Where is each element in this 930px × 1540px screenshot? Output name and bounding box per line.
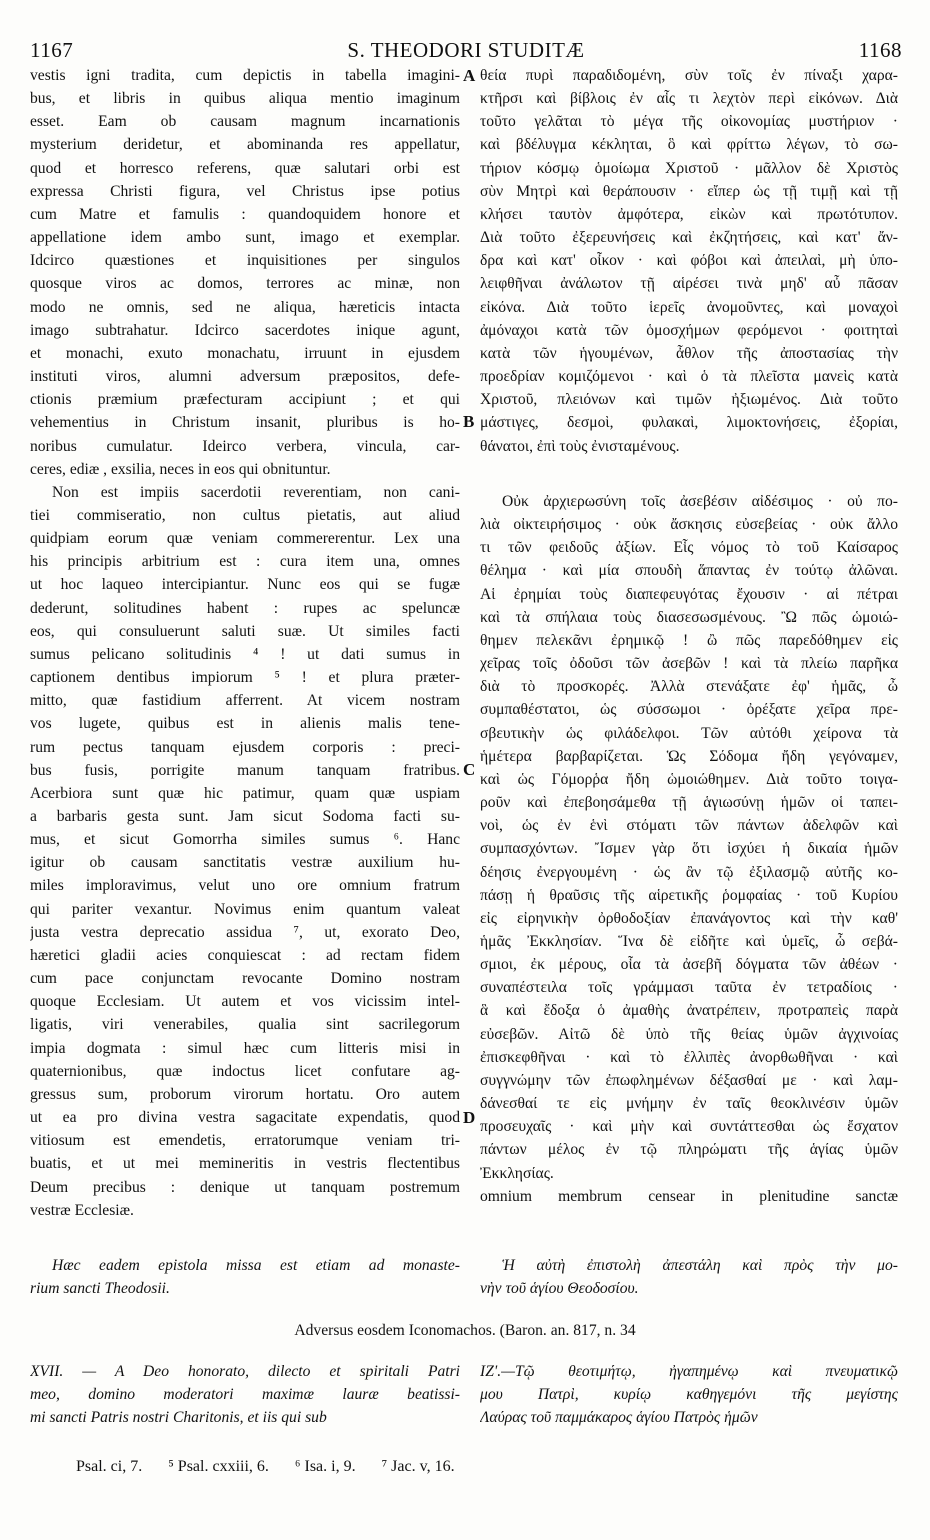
- text-line: συμπαθέστατοι, ὡς σύσσωμοι · ὀρέξατε χεῖρα πρε-: [480, 701, 898, 719]
- text-line: ΙΖ'.—Τῷ θεοτιμήτῳ, ἠγαπημένῳ καὶ πνευματικῷ: [480, 1363, 898, 1380]
- text-line: hæretici gladii acies conquiescat : ad rectam fidem: [30, 946, 460, 964]
- text-line: μου Πατρὶ, κυρίῳ καθηγεμόνι τῆς μεγίστης: [480, 1386, 898, 1404]
- text-line: σὺν Μητρὶ καὶ θεράπουσιν · εἴπερ ὡς τῇ τιμῇ καὶ τῇ: [480, 182, 898, 200]
- text-line: εὐσεβῶν. Αἰτῶ δὲ ὑπὸ τῆς θείας ὑμῶν ἀγχινοίας: [480, 1025, 898, 1043]
- text-line: gressus sum, proborum virorum hortatu. Oro autem: [30, 1085, 460, 1103]
- greek-latin-insert-block: [480, 1185, 898, 1208]
- text-line: a barbaris gesta sunt. Jam sicut Sodoma facti su-: [30, 808, 460, 825]
- text-line: quosque viros ac domos, terrores ac minæ, non: [30, 275, 460, 293]
- text-line: sumus pelicano solitudinis ⁴ ! ut dati sumus in: [30, 645, 460, 663]
- text-line: Λαύρας τοῦ παμμάκαρος ἁγίου Πατρὸς ἡμῶν: [480, 1409, 758, 1427]
- text-line: Deum precibus : denique ut tanquam postremum: [30, 1178, 460, 1196]
- text-line: Ἐκκλησίας.: [480, 1164, 554, 1182]
- text-line: Ἡ αὐτὴ ἐπιστολὴ ἀπεστάλη καὶ πρὸς τὴν μο-: [502, 1257, 898, 1274]
- text-line: σμιοι, ἐκ μέρους, οἷα τὰ ἀσεβῆ δόγματα τῶν ἀθέων ·: [480, 956, 898, 974]
- text-line: προεδρίαν κομιζόμενοι · καὶ ὁ τὰ πλεῖστα μανεὶς κατὰ: [480, 368, 898, 386]
- text-line: συναπέστειλα τοῖς γράμμασι ταῦτα ἐν τετραδίοις ·: [480, 979, 898, 997]
- text-line: χεῖρας τοῖς ὀδοῦσι τῶν ἀσεβῶν ! καὶ τὰ πλείω παρῆκα: [480, 655, 898, 673]
- text-line: Χριστοῦ, πλειόνων καὶ τιμῶν ἠξιωμένος. Διὰ τοῦτο: [480, 391, 898, 409]
- text-line: δέησις ἐνεργουμένη · ὡς ἂν τῷ ἐξιλασμῷ αὐτῆς κο-: [480, 863, 898, 881]
- text-line: mitto, quæ fastidium afferrent. At vicem nostram: [30, 692, 460, 710]
- footnotes: [76, 1458, 481, 1476]
- running-title: S. THEODORI STUDITÆ: [347, 38, 585, 62]
- text-line: ligatis, viri venerabiles, qualia sint sacrilegorum: [30, 1016, 460, 1034]
- text-line: Non est impiis sacerdotii reverentiam, non cani-: [52, 483, 460, 501]
- text-line: quod et horresco referens, quæ salutari orbi est: [30, 159, 460, 177]
- text-line: διὰ τὸ προσκορές. Ἀλλὰ στενάξατε ἐφ' ἡμᾶς, ὦ: [480, 678, 898, 696]
- text-line: συμπασχόντων. Ἴσμεν γὰρ ὅτι ἰσχύει ἡ δικαία ἡμῶν: [480, 840, 898, 858]
- text-line: appellatione idem ambo sunt, imago et exemplar.: [30, 229, 460, 247]
- text-line: κτῆρσι καὶ βίβλοις ἐν αἷς τι λεχτὸν περὶ εἰκόνων. Διὰ: [480, 90, 898, 108]
- text-line: ἀμόναχοι κατὰ τῶν ὁμοσχήμων φερόμενοι · φοιτηταὶ: [480, 321, 898, 339]
- text-line: et monachi, exuto monachatu, irruunt in ejusdem: [30, 344, 460, 362]
- text-line: ἡμᾶς Ἐκκλησίαν. Ἵνα δὲ εἰδῆτε καὶ ὑμεῖς, ὦ σεβά-: [480, 932, 898, 950]
- text-line: τήριον κόσμῳ ὁμοίωμα Χριστοῦ · μᾶλλον δὲ Χριστὸς: [480, 159, 898, 177]
- text-line: esset. Eam ob causam magnum incarnationis: [30, 113, 460, 131]
- margin-marker-b: B: [463, 412, 475, 431]
- greek-second-paragraph: [480, 490, 898, 1185]
- text-line: προσευχαῖς · καὶ μὴν καὶ συντάττεσθαι ὡς ἔσχατον: [480, 1118, 898, 1136]
- text-line: quaternionibus, quæ indoctus licet confutare ag-: [30, 1062, 460, 1080]
- text-line: meo, domino moderatori maximæ lauræ beatissi-: [30, 1386, 460, 1404]
- text-line: ἃ καὶ ἔδοξα ὁ ἀμαθὴς ἀνατρέπειν, προτραπεὶς παρὰ: [480, 1002, 898, 1020]
- text-line: λειφθῆναι ἀνάλωτον τῇ αἱρέσει τινὰ μηδ' αὖ πᾶσαν: [480, 275, 898, 293]
- text-line: Οὐκ ἀρχιερωσύνη τοῖς ἀσεβέσιν αἰδέσιμος · οὐ πο-: [502, 493, 898, 510]
- text-line: dederunt, solitudines habent : rupes ac speluncæ: [30, 599, 460, 617]
- latin-letter-heading: [30, 1360, 460, 1429]
- footnote: ⁷ Jac. v, 16.: [381, 1458, 455, 1475]
- text-line: mysterium deridetur, et abominanda res appellatur,: [30, 136, 460, 154]
- greek-column: [480, 64, 898, 458]
- text-line: his principis arbitrium est : cura item una, omnes: [30, 553, 460, 571]
- text-line: καὶ τὰ σπήλαια τοὺς διασεσωσμένους. Ὢ πῶς ὡμοιώ-: [480, 608, 898, 626]
- text-line: rum pectus tanquam ejusdem corporis : preci-: [30, 738, 460, 756]
- text-line: λιὰ οἰκτειρήσιμος · οὐκ ἄσκησις εὐσεβείας · οὐκ ἄλλο: [480, 516, 898, 534]
- text-line: σβευτικὴν ὡς φιλάδελφοι. Τῶν αὐτόθι χείρονα τὰ: [480, 724, 898, 742]
- text-line: ctionis præmium præfecturam accipiunt ; et qui: [30, 391, 460, 409]
- text-line: igitur ob causam sanctitatis vestræ auxilium hu-: [30, 854, 460, 872]
- text-line: ut ea pro divina vestra sagacitate expendatis, quod: [30, 1109, 460, 1127]
- text-line: ἐπισκεφθῆναι · καὶ τὸ ἐλλιπὲς ἀνορθωθῆναι · καὶ: [480, 1048, 898, 1066]
- greek-letter-heading: [480, 1360, 898, 1429]
- text-line: εἰκόνα. Διὰ τοῦτο ἱερεῖς ἀνομοῦντες, καὶ μοναχοὶ: [480, 298, 898, 316]
- text-line: θημεν πελεκᾶνι ἐρημικῷ ! ὢ πῶς παρεδόθημεν εἰς: [480, 631, 898, 649]
- text-line: Αἱ ἐρημίαι τοὺς διαπεφευγότας ἔχουσιν · αἱ πέτραι: [480, 585, 898, 603]
- text-line: Διὰ τοῦτο ἐξερευνήσεις καὶ ἐκζητήσεις, καὶ κατ' ἄν-: [480, 229, 898, 247]
- text-line: ut hoc laqueo intercipiantur. Nunc eos qui se fugæ: [30, 576, 460, 594]
- text-line: vitiosum est emendetis, erratorumque veniam tri-: [30, 1132, 460, 1150]
- text-line: τι τῶν φειδοῦς ἀξίων. Εἷς νόμος τὸ τοῦ Καίσαρος: [480, 539, 898, 557]
- text-line: quoque Ecclesiam. Ut autem et vos vicissim intel-: [30, 993, 460, 1011]
- text-line: eos, qui consuluerunt saluti suæ. Ut similes facti: [30, 622, 460, 640]
- text-line: καὶ βδέλυγμα κέκληται, ὃ καὶ φρίττω λέγων, τὸ σω-: [480, 136, 898, 154]
- text-line: modo ne omnis, sed ne aliqua, hæreticis intacta: [30, 298, 460, 316]
- text-line: cum pace conjunctam revocante Domino nostram: [30, 970, 460, 988]
- latin-note: [30, 1254, 460, 1300]
- text-line: ceres, ediæ , exsilia, neces in eos qui obnituntur.: [30, 460, 331, 478]
- text-line: μάστιγες, δεσμοὶ, φυλακαὶ, λιμοκτονήσεις, ἐξορίαι,: [480, 414, 898, 432]
- text-line: δάνεσθαί τε εἰς μνήμην ἐν ταῖς θεοκλινέσιν ὑμῶν: [480, 1095, 898, 1113]
- greek-latin-insert: omnium membrum censear in plenitudine sanctæ: [480, 1188, 898, 1205]
- text-line: εἰς εἰρηνικὴν ὀρθοδοξίαν ἐπανάγοντος καὶ τὴν καθ': [480, 909, 898, 927]
- page-header: [30, 38, 902, 66]
- text-line: κατὰ τῶν ἡγουμένων, ἆθλον τῆς ἀποστασίας τὴν: [480, 344, 898, 362]
- text-line: XVII. — A Deo honorato, dilecto et spiritali Patri: [30, 1363, 460, 1380]
- text-line: justa vestra deprecatio assidua ⁷, ut, exorato Deo,: [30, 923, 460, 941]
- text-line: expressa Christi figura, vel Christus ipse potius: [30, 182, 460, 200]
- text-line: miles imploravimus, velut uno ore omnium fratrum: [30, 877, 460, 895]
- text-line: πάντων μέλος ἐν τῷ πληρώματι τῆς ἁγίας ὑμῶν: [480, 1141, 898, 1159]
- text-line: νοὶ, ὡς ἐν ἑνὶ στόματι τῶν πάντων ἀδελφῶν καὶ: [480, 817, 898, 835]
- text-line: instituti viros, alumni adversum præpositos, defe-: [30, 368, 460, 386]
- text-line: vos lugete, quibus est in alienis malis tene-: [30, 715, 460, 733]
- text-line: cum Matre et famulis : quandoquidem honore et: [30, 205, 460, 223]
- text-line: καὶ ὡς Γόμορῥα ἤδη ὡμοιώθημεν. Διὰ τοῦτο τοιγα-: [480, 770, 898, 788]
- text-line: Idcirco quæstiones et inquisitiones per singulos: [30, 252, 460, 270]
- text-line: ροῦν καὶ ἐπεβοησάμεθα τῇ ἁγιωσύνῃ ἡμῶν οἱ ταπει-: [480, 794, 898, 812]
- text-line: Acerbiora sunt quæ hic patimur, quam quæ uspiam: [30, 784, 460, 802]
- text-line: mi sancti Patris nostri Charitonis, et iis qui sub: [30, 1409, 327, 1427]
- text-line: quidpiam eorum quæ veniam commererentur. Lex una: [30, 530, 460, 548]
- text-line: θάνατοι, ἐπὶ τοὺς ἐνισταμένους.: [480, 437, 680, 455]
- text-line: πάσῃ ἡ θραῦσις τῆς αἱρετικῆς ῥομφαίας · τοῦ Κυρίου: [480, 886, 898, 904]
- footnote: ⁵ Psal. cxxiii, 6.: [168, 1458, 269, 1475]
- text-line: impia dogmata : simul hæc cum litteris misi in: [30, 1039, 460, 1057]
- text-line: θεία πυρὶ παραδιδομένη, σὺν τοῖς ἐν πίναξι χαρα-: [480, 67, 898, 84]
- footnote: ⁶ Isa. i, 9.: [294, 1458, 356, 1475]
- text-line: κλήσει ταυτὸν ἀμφότερα, εἰκὼν καὶ πρωτότυπον.: [480, 205, 898, 223]
- text-line: imago subtrahatur. Idcirco sacerdotes inique agunt,: [30, 321, 460, 339]
- text-line: captionem dentibus impiorum ⁵ ! et plura præter-: [30, 669, 460, 687]
- text-line: mus, et sicut Gomorrha similes sumus ⁶. Hanc: [30, 831, 460, 849]
- text-line: buatis, et ut mei memineritis in vestris flectentibus: [30, 1155, 460, 1173]
- section-title: Adversus eosdem Iconomachos. (Baron. an. 817, n. 34: [294, 1322, 636, 1339]
- text-line: Hæc eadem epistola missa est etiam ad monaste-: [52, 1257, 460, 1274]
- footnote: Psal. ci, 7.: [76, 1458, 143, 1475]
- greek-note: [480, 1254, 898, 1300]
- text-line: νὴν τοῦ ἁγίου Θεοδοσίου.: [480, 1280, 639, 1298]
- text-line: vestræ Ecclesiæ.: [30, 1201, 134, 1219]
- margin-marker-d: D: [463, 1108, 476, 1127]
- text-line: bus fusis, porrigite manum tanquam fratribus.: [30, 761, 460, 779]
- right-page-number: 1168: [858, 38, 902, 62]
- text-line: δρα καὶ κατ' οἶκον · καὶ φόβοι καὶ ἀπειλαὶ, μὴ ὑπο-: [480, 252, 898, 270]
- text-line: tiei commiseratio, non cultus pietatis, aut aliud: [30, 506, 460, 524]
- text-line: rium sancti Theodosii.: [30, 1280, 170, 1298]
- text-line: ἡμέτερα βαρβαρίζεται. Ὡς Σόδομα ἤδη γεγόναμεν,: [480, 747, 898, 765]
- margin-marker-c: C: [463, 760, 476, 779]
- left-page-number: 1167: [30, 38, 74, 62]
- text-line: τοῦτο γελᾶται τὸ μέγα τῆς οἰκονομίας μυστήριον ·: [480, 113, 898, 131]
- text-line: vehementius in Christum insanit, pluribus is ho-: [30, 414, 460, 432]
- latin-column: [30, 64, 460, 1222]
- text-line: συγγνώμην τῶν ἐπωφλημένων δέξασθαί με · καὶ λαμ-: [480, 1071, 898, 1089]
- text-line: qui pariter vexantur. Novimus enim quantum valeat: [30, 900, 460, 918]
- text-line: bus, et libris in quibus aliqua mentio imaginum: [30, 90, 460, 108]
- text-line: θέλημα · καὶ μία σπουδὴ ἅπαντας ἐν τούτῳ ἀλῶναι.: [480, 562, 898, 580]
- text-line: vestis igni tradita, cum depictis in tabella imagini-: [30, 67, 460, 84]
- margin-marker-a: A: [463, 66, 476, 85]
- text-line: noribus cumulatur. Ideirco verbera, vincula, car-: [30, 437, 460, 455]
